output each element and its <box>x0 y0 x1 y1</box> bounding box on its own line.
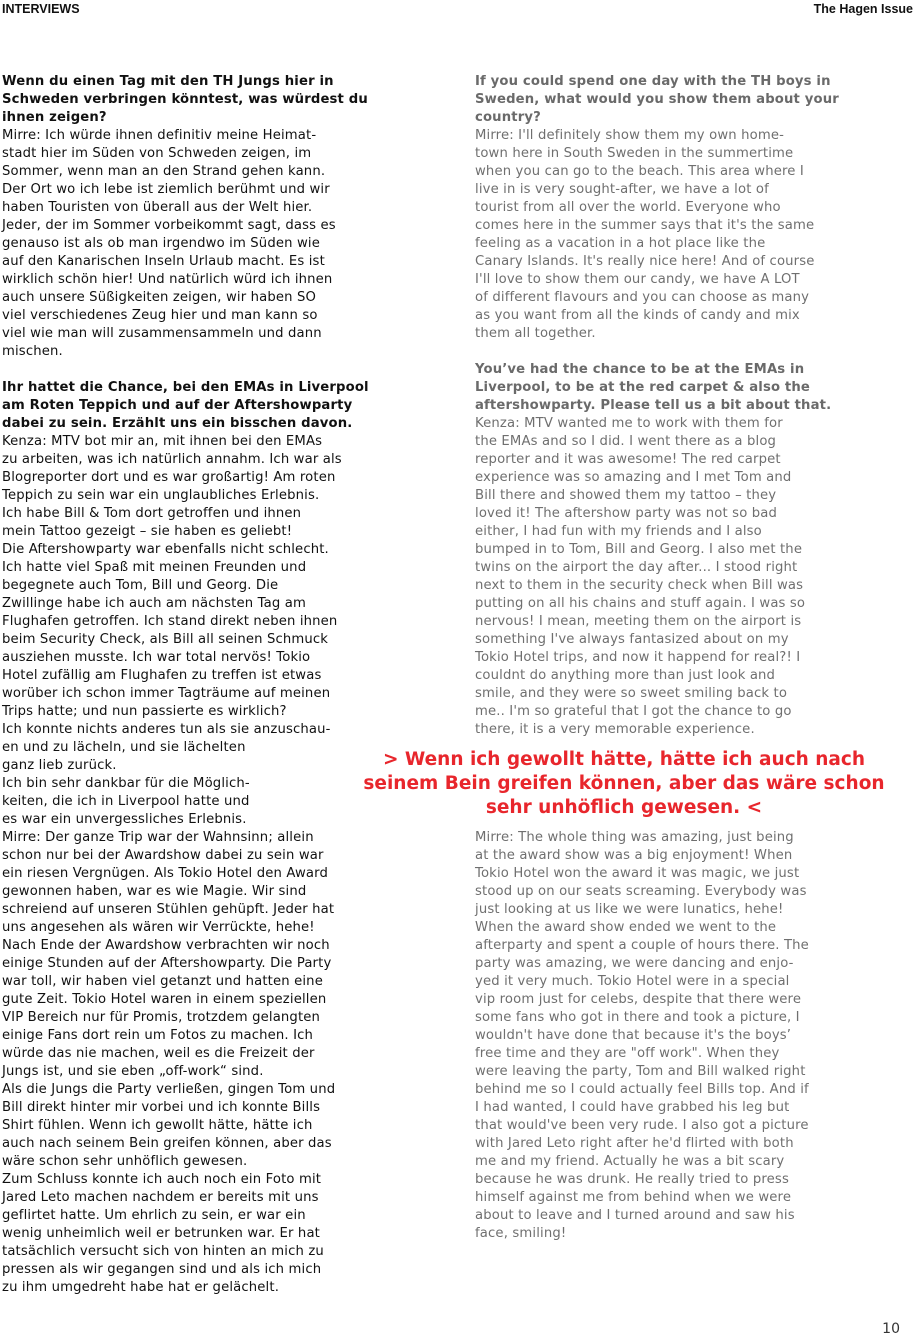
english-answer-2: Kenza: MTV wanted me to work with them for the EMAs and so I did. I went there as a blog reporter and it was awesome! The red carpet experience was so amazing and I met Tom and Bill there and showed them my tattoo – they loved it! The aftershow party was not so bad either, I had fun with my friends and I also bumped in to Tom, Bill and Georg. I also met the twins on the airport the day after... I stood right next to them in the security check when Bill was putting on all his chains and stuff again. I was so nervous! I mean, meeting them on the airport is something I've always fantasized about on my Tokio Hotel trips, and now it happend for real?! I couldnt do anything more than just look and smile, and they were so sweet smiling back to me.. I'm so grateful that I got the chance to go there, it is a very memorable experience. <box>475 416 806 737</box>
english-question-1: If you could spend one day with the TH boys in Sweden, what would you show them about your country? <box>475 74 839 125</box>
english-column-bottom <box>475 829 900 1243</box>
pull-quote: > Wenn ich gewollt hätte, hätte ich auch nach seinem Bein greifen können, aber das wäre schon sehr unhöflich gewesen. < <box>352 748 896 820</box>
english-answer-3: Mirre: The whole thing was amazing, just being at the award show was a big enjoyment! When Tokio Hotel won the award it was magic, we just stood up on our seats screaming. Everybody was just looking at us like we were lunatics, hehe! When the award show ended we went to the afterparty and spent a couple of hours there. The party was amazing, we were dancing and enjo- yed it very much. Tokio Hotel were in a special vip room just for celebs, despite that there were some fans who got in there and took a picture, I wouldn't have done that because it's the boys’ free time and they are "off work". When they were leaving the party, Tom and Bill walked right behind me so I could actually feel Bills top. And if I had wanted, I could have grabbed his leg but that would've been very rude. I also got a picture with Jared Leto right after he'd flirted with both me and my friend. Actually he was a bit scary because he was drunk. He really tried to press himself against me from behind when we were about to leave and I turned around and saw his face, smiling! <box>475 830 809 1241</box>
german-question-1: Wenn du einen Tag mit den TH Jungs hier in Schweden verbringen könntest, was würdest du ihnen zeigen? <box>2 74 368 125</box>
german-question-2: Ihr hattet die Chance, bei den EMAs in Liverpool am Roten Teppich und auf der Aftershowparty dabei zu sein. Erzählt uns ein bisschen davon. <box>2 380 369 431</box>
english-column <box>475 73 900 739</box>
page-number: 10 <box>882 1321 900 1337</box>
english-question-2: You’ve had the chance to be at the EMAs in Liverpool, to be at the red carpet & also the aftershowparty. Please tell us a bit about that. <box>475 362 832 413</box>
german-answer-1: Mirre: Ich würde ihnen definitiv meine Heimat- stadt hier im Süden von Schweden zeigen, im Sommer, wenn man an den Strand gehen kann. Der Ort wo ich lebe ist ziemlich berühmt und wir haben Touristen von überall aus der Welt hier. Jeder, der im Sommer vorbeikommt sagt, dass es genauso ist als ob man irgendwo im Süden wie auf den Kanarischen Inseln Urlaub macht. Es ist wirklich schön hier! Und natürlich würd ich ihnen auch unsere Süßigkeiten zeigen, wir haben SO viel verschiedenes Zeug hier und man kann so viel wie man will zusammensammeln und dann mischen. <box>2 128 336 359</box>
german-answer-2: Kenza: MTV bot mir an, mit ihnen bei den EMAs zu arbeiten, was ich natürlich annahm. Ich war als Blogreporter dort und es war großartig! Am roten Teppich zu sein war ein unglaubliches Erlebnis. Ich habe Bill & Tom dort getroffen und ihnen mein Tattoo gezeigt – sie haben es geliebt! Die Aftershowparty war ebenfalls nicht schlecht. Ich hatte viel Spaß mit meinen Freunden und begegnete auch Tom, Bill und Georg. Die Zwillinge habe ich auch am nächsten Tag am Flughafen getroffen. Ich stand direkt neben ihnen beim Security Check, als Bill all seinen Schmuck ausziehen musste. Ich war total nervös! Tokio Hotel zufällig am Flughafen zu treffen ist etwas worüber ich schon immer Tagträume auf meinen Trips hatte; und nun passierte es wirklich? Ich konnte nichts anderes tun als sie anzuschau- en und zu lächeln, und sie lächelten ganz lieb zurück. Ich bin sehr dankbar für die Möglich- keiten, die ich in Liverpool hatte und es war ein unvergessliches Erlebnis. <box>2 434 342 827</box>
issue-title: The Hagen Issue <box>813 2 913 16</box>
german-column <box>2 73 432 1297</box>
section-label: INTERVIEWS <box>2 2 80 16</box>
german-answer-3: Mirre: Der ganze Trip war der Wahnsinn; allein schon nur bei der Awardshow dabei zu sein war ein riesen Vergnügen. Als Tokio Hotel den Award gewonnen haben, war es wie Magie. Wir sind schreiend auf unseren Stühlen gehüpft. Jeder hat uns angesehen als wären wir Verrückte, hehe! Nach Ende der Awardshow verbrachten wir noch einige Stunden auf der Aftershowparty. Die Party war toll, wir haben viel getanzt und hatten eine gute Zeit. Tokio Hotel waren in einem speziellen VIP Bereich nur für Promis, trotzdem gelangten einige Fans dort rein um Fotos zu machen. Ich würde das nie machen, weil es die Freizeit der Jungs ist, und sie eben „off-work“ sind. Als die Jungs die Party verließen, gingen Tom und Bill direkt hinter mir vorbei und ich konnte Bills Shirt fühlen. Wenn ich gewollt hätte, hätte ich auch nach seinem Bein greifen können, aber das wäre schon sehr unhöflich gewesen. Zum Schluss konnte ich auch noch ein Foto mit Jared Leto machen nachdem er bereits mit uns geflirtet hatte. Um ehrlich zu sein, er war ein wenig unheimlich weil er betrunken war. Er hat tatsächlich versucht sich von hinten an mich zu pressen als wir gegangen sind und als ich mich zu ihm umgedreht habe hat er gelächelt. <box>2 830 336 1295</box>
english-answer-1: Mirre: I'll definitely show them my own home- town here in South Sweden in the summertime when you can go to the beach. This area where I live in is very sought-after, we have a lot of tourist from all over the world. Everyone who comes here in the summer says that it's the same feeling as a vacation in a hot place like the Canary Islands. It's really nice here! And of course I'll love to show them our candy, we have A LOT of different flavours and you can choose as many as you want from all the kinds of candy and mix them all together. <box>475 128 815 341</box>
